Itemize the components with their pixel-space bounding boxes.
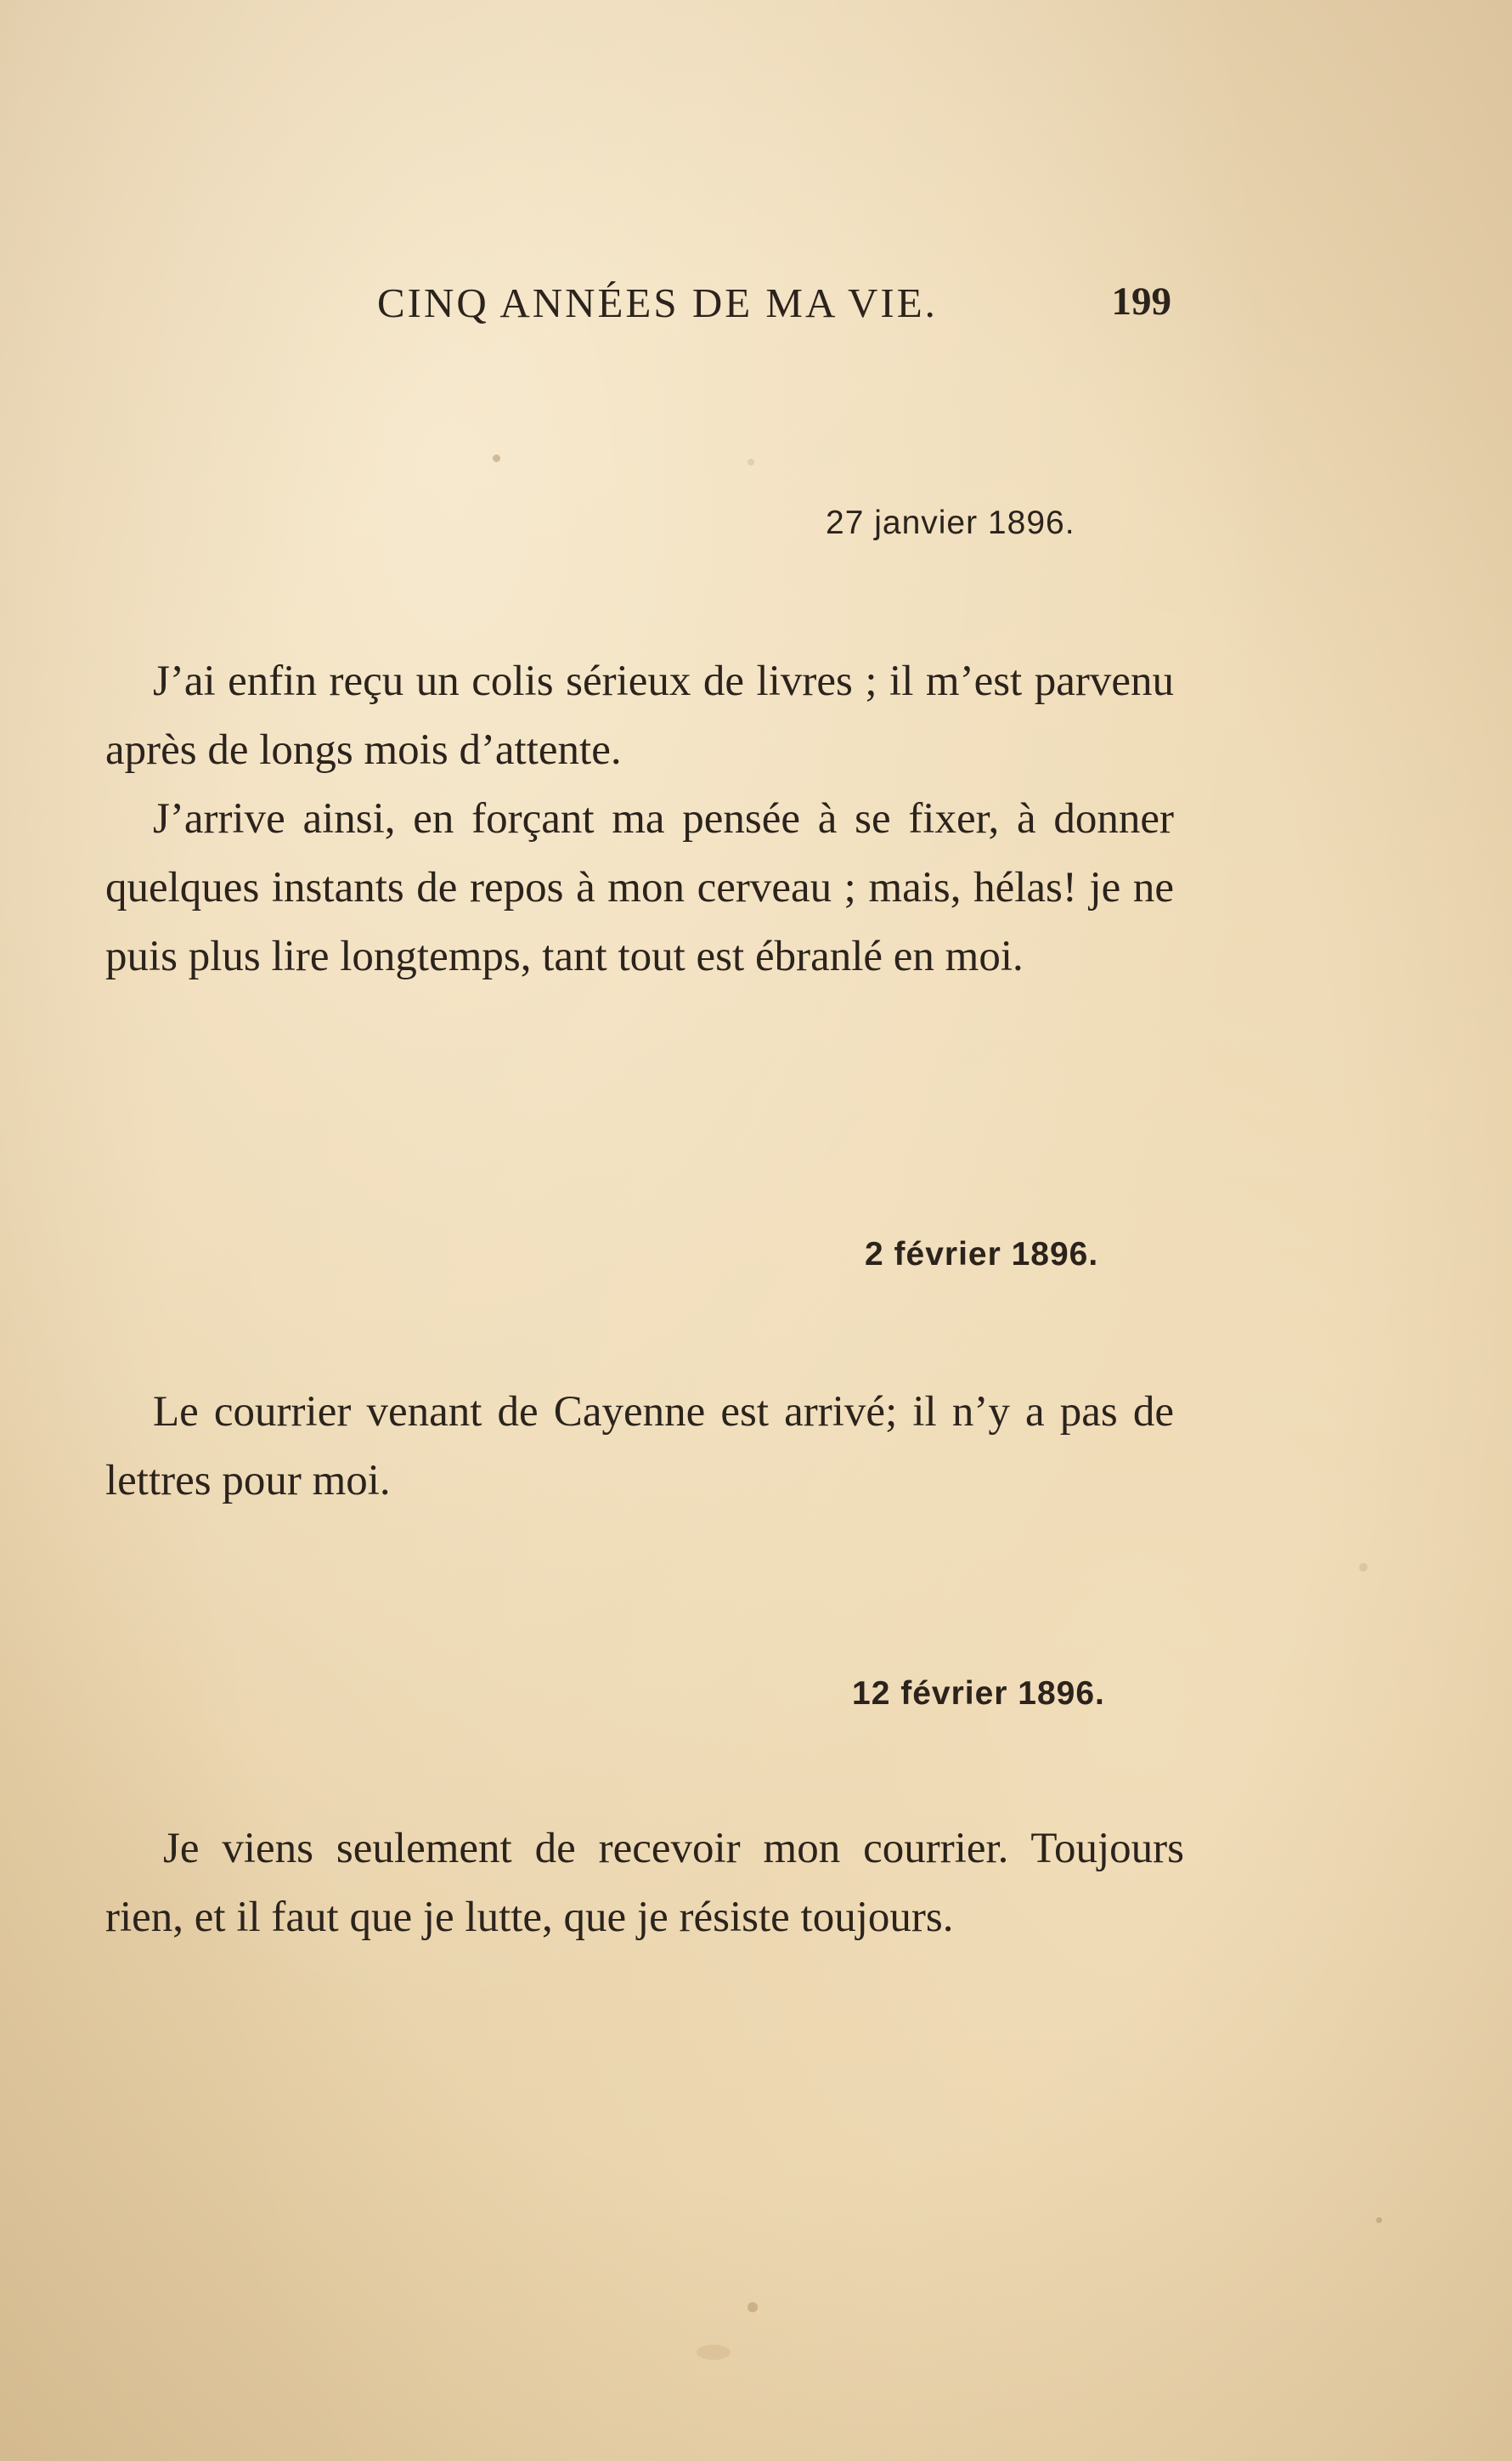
entry-paragraph: J’arrive ainsi, en forçant ma pensée à se fixer, à donner quelques instants de repos à mon cerveau ; mais, hélas! je ne puis plus lire longtemps, tant tout est ébranlé en moi. bbox=[105, 795, 1174, 980]
entry-paragraph: J’ai enfin reçu un colis sérieux de livres ; il m’est parvenu après de longs mois d’attente. bbox=[105, 658, 1174, 774]
entry-date: 2 février 1896. bbox=[865, 1236, 1099, 1273]
paper-stain bbox=[1359, 1563, 1368, 1572]
entry-date: 27 janvier 1896. bbox=[826, 505, 1075, 541]
paper-stain bbox=[748, 459, 754, 466]
entry-paragraph: Le courrier venant de Cayenne est arrivé; il n’y a pas de lettres pour moi. bbox=[105, 1388, 1174, 1504]
entry-paragraph: Je viens seulement de recevoir mon courrier. Toujours rien, et il faut que je lutte, que je résiste toujours. bbox=[105, 1825, 1184, 1941]
entry-date: 12 février 1896. bbox=[852, 1675, 1105, 1712]
paper-stain bbox=[1376, 2217, 1382, 2223]
running-title: CINQ ANNÉES DE MA VIE. bbox=[377, 279, 938, 326]
paper-stain bbox=[748, 2302, 758, 2312]
page-number: 199 bbox=[1111, 279, 1171, 324]
paper-stain bbox=[697, 2345, 731, 2360]
paper-stain bbox=[493, 454, 500, 462]
running-head bbox=[377, 279, 1171, 347]
